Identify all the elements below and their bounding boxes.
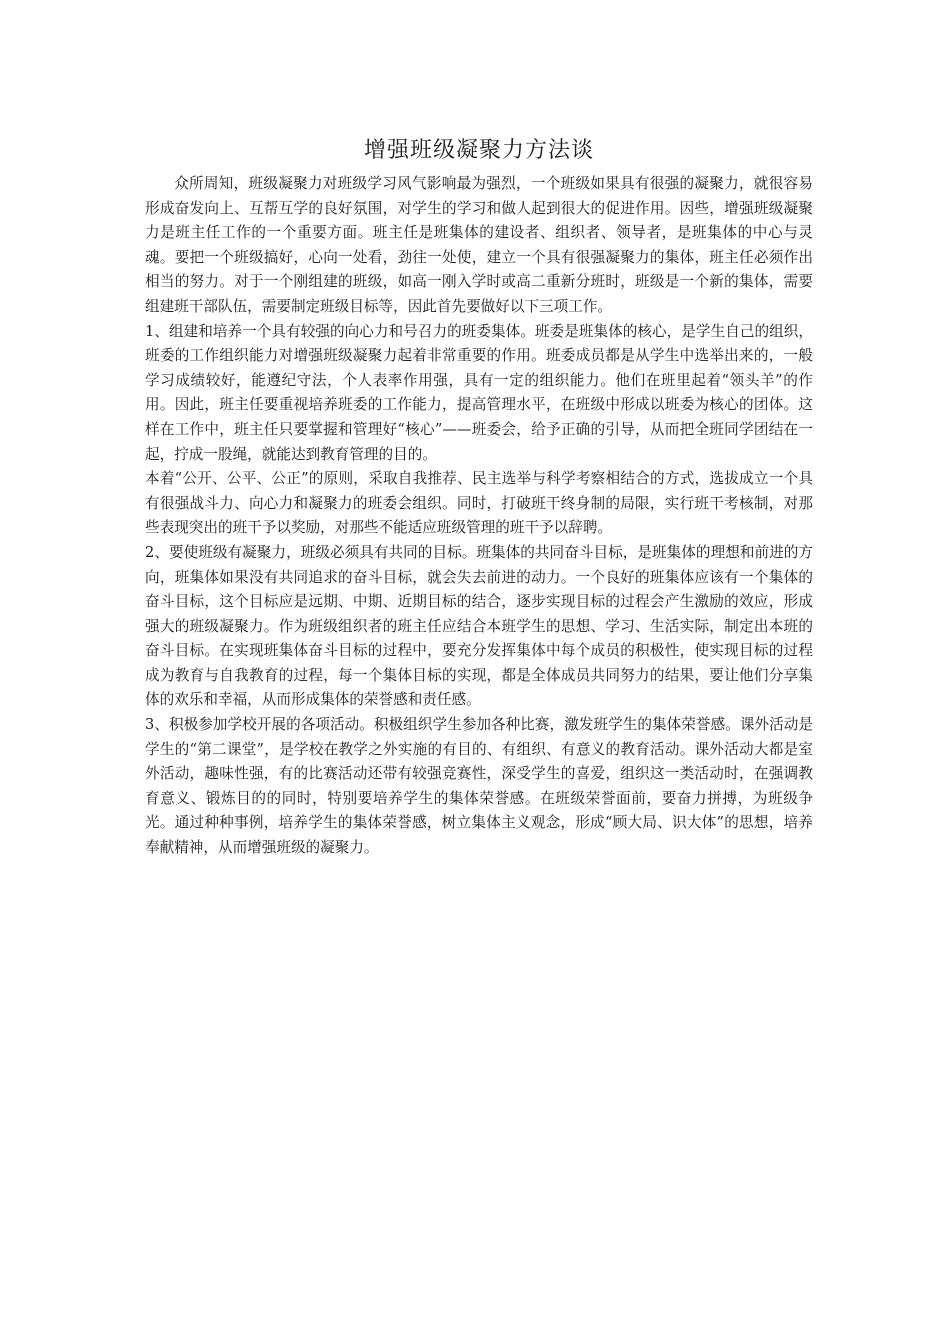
document-title: 增强班级凝聚力方法谈 bbox=[363, 138, 594, 163]
section-1-paragraph: 1、组建和培养一个具有较强的向心力和号召力的班委集体。班委是班集体的核心，是学生自己的组织，班委的工作组织能力对增强班级凝聚力起着非常重要的作用。班委成员都是从学生中选举出来的，一般学习成绩较好，能遵纪守法，个人表率作用强，具有一定的组织能力。他们在班里起着“领头羊”的作用。因此，班主任要重视培养班委的工作能力，提高管理水平，在班级中形成以班委为核心的团体。这样在工作中，班主任只要掌握和管理好“核心”——班委会，给予正确的引导，从而把全班同学团结在一起，拧成一股绳，就能达到教育管理的目的。 bbox=[145, 322, 813, 463]
section-2-paragraph: 2、要使班级有凝聚力，班级必须具有共同的目标。班集体的共同奋斗目标，是班集体的理想和前进的方向，班集体如果没有共同追求的奋斗目标，就会失去前进的动力。一个良好的班集体应该有一个集体的奋斗目标，这个目标应是远期、中期、近期目标的结合，逐步实现目标的过程会产生激励的效应，形成强大的班级凝聚力。作为班级组织者的班主任应结合本班学生的思想、学习、生活实际，制定出本班的奋斗目标。在实现班集体奋斗目标的过程中，要充分发挥集体中每个成员的积极性，使实现目标的过程成为教育与自我教育的过程，每一个集体目标的实现，都是全体成员共同努力的结果，要让他们分享集体的欢乐和幸福，从而形成集体的荣誉感和责任感。 bbox=[145, 543, 813, 709]
document-body bbox=[145, 136, 813, 861]
section-1-detail-paragraph: 本着“公开、公平、公正”的原则，采取自我推荐、民主选举与科学考察相结合的方式，选拔成立一个具有很强战斗力、向心力和凝聚力的班委会组织。同时，打破班干终身制的局限，实行班干考核制，对那些表现突出的班干予以奖励，对那些不能适应班级管理的班干予以辞聘。 bbox=[145, 470, 813, 537]
section-3-paragraph: 3、积极参加学校开展的各项活动。积极组织学生参加各种比赛，激发班学生的集体荣誉感。课外活动是学生的“第二课堂”，是学校在教学之外实施的有目的、有组织、有意义的教育活动。课外活动大都是室外活动，趣味性强，有的比赛活动还带有较强竞赛性，深受学生的喜爱，组织这一类活动时，在强调教育意义、锻炼目的的同时，特别要培养学生的集体荣誉感。在班级荣誉面前，要奋力拼搏，为班级争光。通过种种事例，培养学生的集体荣誉感，树立集体主义观念，形成“顾大局、识大体”的思想，培养奉献精神，从而增强班级的凝聚力。 bbox=[145, 716, 813, 857]
intro-paragraph: 众所周知，班级凝聚力对班级学习风气影响最为强烈，一个班级如果具有很强的凝聚力，就很容易形成奋发向上、互帮互学的良好氛围，对学生的学习和做人起到很大的促进作用。因些，增强班级凝聚力是班主任工作的一个重要方面。班主任是班集体的建设者、组织者、领导者，是班集体的中心与灵魂。要把一个班级搞好，心向一处看，劲往一处使，建立一个具有很强凝聚力的集体，班主任必须作出相当的努力。对于一个刚组建的班级，如高一刚入学时或高二重新分班时，班级是一个新的集体，需要组建班干部队伍，需要制定班级目标等，因此首先要做好以下三项工作。 bbox=[145, 175, 813, 315]
